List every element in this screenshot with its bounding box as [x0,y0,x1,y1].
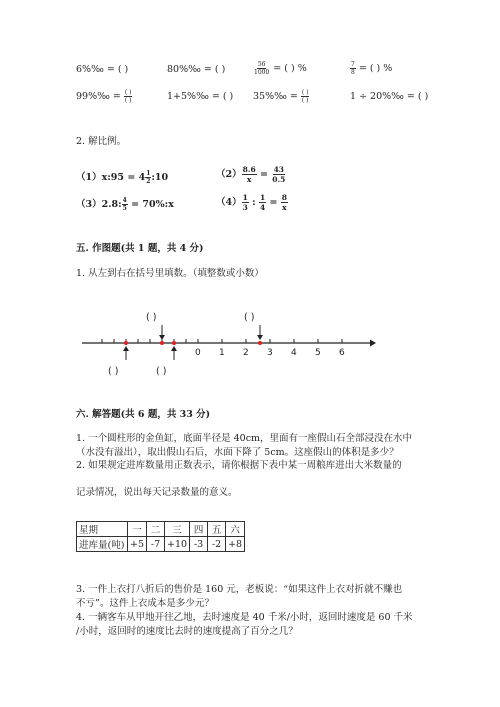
table-cell: -7 [147,537,165,552]
fraction: $\frac{( )}{( )}$ [301,89,309,104]
tick-label-1: 1 [219,348,225,358]
conv-2b: 1+5%‰ = ( ) [167,91,234,102]
fraction: $\frac{4}{5}$ [122,197,127,212]
tick-label-6: 6 [339,348,345,358]
conv-1a: 6%‰ = ( ) [76,64,129,75]
tick-label-5: 5 [315,348,321,358]
fraction: $\frac{1}{4}$ [259,193,266,212]
table-cell: -2 [208,537,226,552]
fraction: $\frac{8.6}{x}$ [242,165,256,184]
number-line [76,300,376,385]
q6-1-line-2: （水没有溢出），取出假山石后，水面下降了 5cm。这座假山的体积是多少？ [76,447,399,458]
table-cell: +8 [226,537,245,552]
fraction: $\frac{8}{x}$ [281,193,287,212]
proportion-2: （2） $\frac{8.6}{x}$ = $\frac{43}{0.5}$ [216,165,286,184]
table-cell: 一 [128,522,147,537]
fraction: $\frac{1}{2}$ [146,170,151,185]
fraction: $\frac{1}{3}$ [242,193,248,212]
tick-label-0: 0 [195,348,201,358]
arrow-down-2-head [257,335,263,340]
table-row [77,537,245,552]
point-4 [258,341,262,345]
section-5-question-1: 1. 从左到右在括号里填数。（填整数或小数） [76,268,264,279]
proportion-3: （3）2.8: $\frac{4}{5}$ = 70%:x [76,197,174,212]
point-2 [160,341,164,345]
q6-4-line-2: /小时，返回时的速度比去时的速度提高了百分之几？ [76,626,298,637]
q6-3-line-1: 3. 一件上衣打八折后的售价是 160 元，老板说：“如果这件上衣对折就不赚也 [76,584,403,595]
table-cell: -3 [190,537,208,552]
table-cell: 四 [190,522,208,537]
table-header-row [77,522,245,537]
blank-bottom-1: ( ) [108,366,119,377]
conv-2d: 1 ÷ 20%‰ = ( ) [350,91,429,102]
proportion-1: （1）x:95 = 4 $\frac{1}{2}$ :10 [76,170,169,185]
section-6-title: 六. 解答题(共 6 题，共 33 分) [76,409,211,420]
section-2-title: 2. 解比例。 [76,136,127,147]
table-cell: 三 [165,522,190,537]
table-cell: 五 [208,522,226,537]
q6-4-line-1: 4. 一辆客车从甲地开往乙地，去时速度是 40 千米/小时，返回时速度是 60 千米 [76,612,413,623]
section-5-title: 五. 作图题(共 1 题，共 4 分) [76,243,204,254]
blank-top-2: ( ) [244,312,255,323]
fraction: $\frac{43}{0.5}$ [272,165,286,184]
axis-ticks [102,339,342,343]
blank-top-1: ( ) [146,312,157,323]
tick-label-3: 3 [267,348,273,358]
table-cell: 六 [226,522,245,537]
point-3 [172,341,176,345]
conv-1c: $\frac{56}{1000}$ = ( ) % [254,61,307,76]
table-cell: +5 [128,537,147,552]
q6-2-line-2: 记录情况，说出每天记录数量的意义。 [76,487,238,498]
arrow-up-1-head [123,346,129,351]
q6-2-line-1: 2. 如果规定进库数量用正数表示，请你根据下表中某一周粮库进出大米数量的 [76,460,402,471]
fraction: $\frac{56}{1000}$ [254,61,270,76]
table-cell: +10 [165,537,190,552]
blank-bottom-2: ( ) [156,366,167,377]
point-1 [124,341,128,345]
stock-table [76,521,245,552]
tick-label-2: 2 [243,348,249,358]
fraction: $\frac{7}{8}$ [351,61,355,76]
conv-2a: 99%‰ = $\frac{( )}{( )}$ [76,89,132,104]
proportion-4: （4） $\frac{1}{3}$ : $\frac{1}{4}$ = $\frac{8}{x}$ [216,193,287,212]
axis-arrow [370,340,376,347]
table-cell: 进库量(吨) [77,537,128,552]
conv-1d: $\frac{7}{8}$ = ( ) % [351,61,393,76]
fraction: $\frac{( )}{( )}$ [124,89,132,104]
conv-1b: 80%‰ = ( ) [167,64,226,75]
table-cell: 星期 [77,522,128,537]
q6-1-line-1: 1. 一个圆柱形的金鱼缸，底面半径是 40cm，里面有一座假山石全部浸没在水中 [76,433,413,444]
table-cell: 二 [147,522,165,537]
conv-2c: 35%‰ = $\frac{( )}{( )}$ [253,89,309,104]
tick-label-4: 4 [291,348,297,358]
arrow-up-2-head [171,346,177,351]
q6-3-line-2: 不亏”。这件上衣成本是多少元？ [76,598,214,609]
